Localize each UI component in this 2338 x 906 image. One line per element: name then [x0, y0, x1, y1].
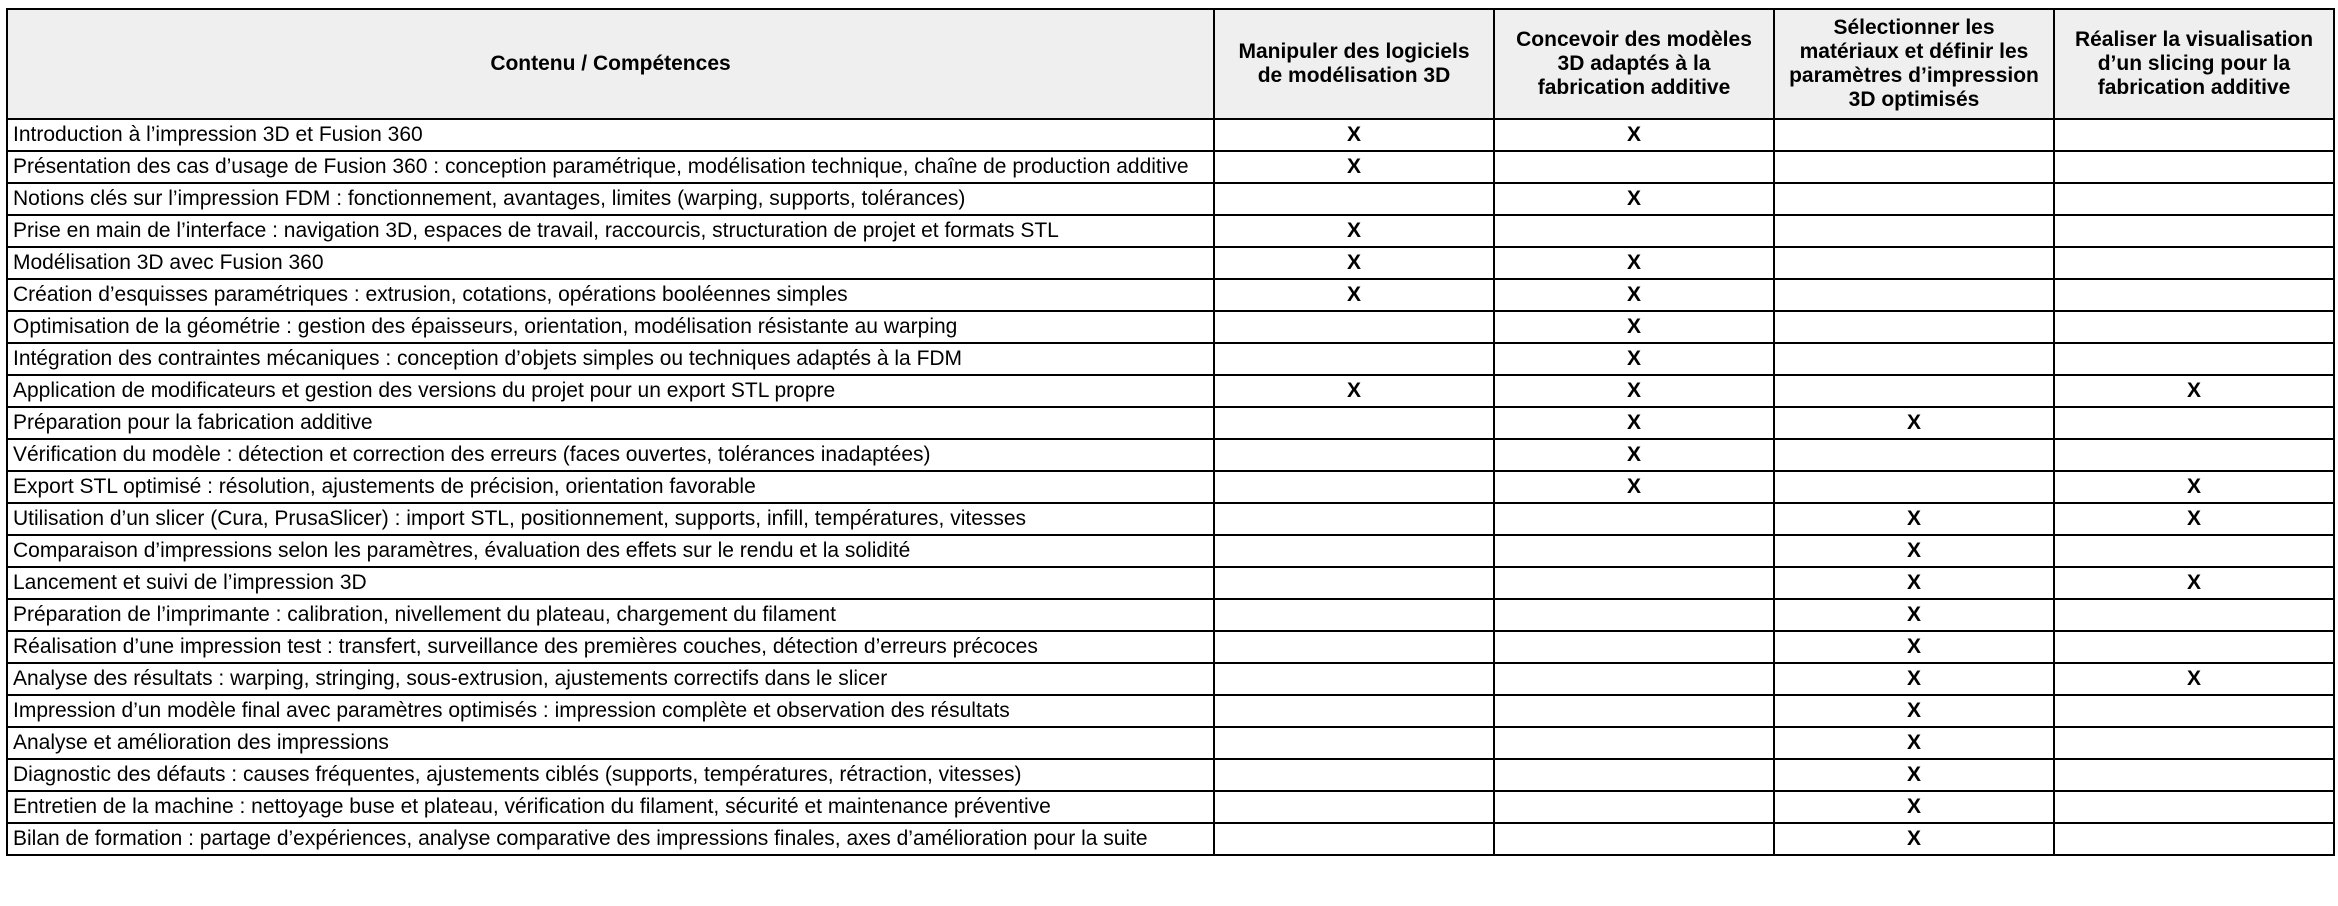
table-row — [7, 215, 2334, 247]
competence-4-mark-cell — [2054, 215, 2334, 247]
row-content-cell: Utilisation d’un slicer (Cura, PrusaSlicer) : import STL, positionnement, supports, infill, températures, vitesses — [7, 503, 1214, 535]
competence-4-mark-cell — [2054, 311, 2334, 343]
competence-2-mark-cell — [1494, 535, 1774, 567]
row-content-cell: Diagnostic des défauts : causes fréquentes, ajustements ciblés (supports, températures, rétraction, vitesses) — [7, 759, 1214, 791]
competence-2-mark-cell: X — [1494, 183, 1774, 215]
table-row — [7, 279, 2334, 311]
table-row — [7, 759, 2334, 791]
header-competence-1: Manipuler des logiciels de modélisation 3D — [1214, 9, 1494, 119]
competence-1-mark-cell — [1214, 535, 1494, 567]
row-content-cell: Notions clés sur l’impression FDM : fonctionnement, avantages, limites (warping, supports, tolérances) — [7, 183, 1214, 215]
competence-3-mark-cell: X — [1774, 599, 2054, 631]
header-content: Contenu / Compétences — [7, 9, 1214, 119]
competence-3-mark-cell — [1774, 343, 2054, 375]
competence-1-mark-cell — [1214, 791, 1494, 823]
competence-3-mark-cell: X — [1774, 503, 2054, 535]
competence-2-mark-cell: X — [1494, 279, 1774, 311]
table-row — [7, 535, 2334, 567]
competence-2-mark-cell: X — [1494, 407, 1774, 439]
competence-1-mark-cell — [1214, 759, 1494, 791]
competence-1-mark-cell — [1214, 567, 1494, 599]
row-content-cell: Comparaison d’impressions selon les paramètres, évaluation des effets sur le rendu et la solidité — [7, 535, 1214, 567]
competence-1-mark-cell — [1214, 631, 1494, 663]
competence-2-mark-cell — [1494, 823, 1774, 855]
row-content-cell: Création d’esquisses paramétriques : extrusion, cotations, opérations booléennes simples — [7, 279, 1214, 311]
competence-3-mark-cell — [1774, 279, 2054, 311]
table-row — [7, 727, 2334, 759]
competence-4-mark-cell — [2054, 439, 2334, 471]
table-row — [7, 311, 2334, 343]
competence-2-mark-cell: X — [1494, 119, 1774, 151]
table-header — [7, 9, 2334, 119]
row-content-cell: Préparation de l’imprimante : calibration, nivellement du plateau, chargement du filament — [7, 599, 1214, 631]
row-content-cell: Vérification du modèle : détection et correction des erreurs (faces ouvertes, tolérances inadaptées) — [7, 439, 1214, 471]
table-row — [7, 599, 2334, 631]
competence-3-mark-cell — [1774, 215, 2054, 247]
competence-4-mark-cell: X — [2054, 503, 2334, 535]
table-row — [7, 471, 2334, 503]
competence-4-mark-cell: X — [2054, 375, 2334, 407]
table-body — [7, 119, 2334, 855]
competence-2-mark-cell — [1494, 727, 1774, 759]
competence-3-mark-cell — [1774, 151, 2054, 183]
competence-2-mark-cell: X — [1494, 247, 1774, 279]
competence-4-mark-cell: X — [2054, 471, 2334, 503]
competence-3-mark-cell — [1774, 311, 2054, 343]
competence-2-mark-cell — [1494, 215, 1774, 247]
competences-table — [6, 8, 2335, 856]
table-row — [7, 823, 2334, 855]
competence-3-mark-cell — [1774, 375, 2054, 407]
competence-2-mark-cell — [1494, 663, 1774, 695]
row-content-cell: Analyse des résultats : warping, stringing, sous-extrusion, ajustements correctifs dans le slicer — [7, 663, 1214, 695]
competence-3-mark-cell — [1774, 183, 2054, 215]
competence-1-mark-cell — [1214, 471, 1494, 503]
table-row — [7, 631, 2334, 663]
competence-4-mark-cell — [2054, 599, 2334, 631]
competence-3-mark-cell: X — [1774, 663, 2054, 695]
row-content-cell: Application de modificateurs et gestion des versions du projet pour un export STL propre — [7, 375, 1214, 407]
table-row — [7, 567, 2334, 599]
header-competence-4: Réaliser la visualisation d’un slicing pour la fabrication additive — [2054, 9, 2334, 119]
competence-3-mark-cell: X — [1774, 695, 2054, 727]
table-row — [7, 407, 2334, 439]
competence-3-mark-cell: X — [1774, 791, 2054, 823]
competence-3-mark-cell — [1774, 471, 2054, 503]
competence-2-mark-cell — [1494, 695, 1774, 727]
table-row — [7, 439, 2334, 471]
competence-2-mark-cell: X — [1494, 343, 1774, 375]
competence-3-mark-cell — [1774, 439, 2054, 471]
competence-4-mark-cell — [2054, 791, 2334, 823]
competence-3-mark-cell: X — [1774, 727, 2054, 759]
competence-2-mark-cell — [1494, 791, 1774, 823]
row-content-cell: Optimisation de la géométrie : gestion des épaisseurs, orientation, modélisation résistante au warping — [7, 311, 1214, 343]
row-content-cell: Analyse et amélioration des impressions — [7, 727, 1214, 759]
competence-2-mark-cell — [1494, 567, 1774, 599]
competence-2-mark-cell — [1494, 503, 1774, 535]
table-row — [7, 247, 2334, 279]
table-row — [7, 695, 2334, 727]
row-content-cell: Bilan de formation : partage d’expériences, analyse comparative des impressions finales, axes d’amélioration pour la suite — [7, 823, 1214, 855]
table-row — [7, 183, 2334, 215]
competence-1-mark-cell — [1214, 183, 1494, 215]
competence-1-mark-cell — [1214, 503, 1494, 535]
competence-4-mark-cell — [2054, 695, 2334, 727]
competence-2-mark-cell: X — [1494, 471, 1774, 503]
row-content-cell: Réalisation d’une impression test : transfert, surveillance des premières couches, détection d’erreurs précoces — [7, 631, 1214, 663]
competence-3-mark-cell: X — [1774, 535, 2054, 567]
competence-2-mark-cell — [1494, 759, 1774, 791]
competence-2-mark-cell: X — [1494, 439, 1774, 471]
table-row — [7, 663, 2334, 695]
competence-1-mark-cell: X — [1214, 375, 1494, 407]
competence-1-mark-cell — [1214, 407, 1494, 439]
competence-2-mark-cell — [1494, 151, 1774, 183]
competence-3-mark-cell: X — [1774, 823, 2054, 855]
header-competence-2: Concevoir des modèles 3D adaptés à la fabrication additive — [1494, 9, 1774, 119]
competence-4-mark-cell — [2054, 247, 2334, 279]
row-content-cell: Présentation des cas d’usage de Fusion 360 : conception paramétrique, modélisation technique, chaîne de production additive — [7, 151, 1214, 183]
competence-2-mark-cell: X — [1494, 375, 1774, 407]
table-row — [7, 343, 2334, 375]
document-page — [6, 8, 2335, 856]
competence-4-mark-cell — [2054, 631, 2334, 663]
competence-2-mark-cell: X — [1494, 311, 1774, 343]
competence-4-mark-cell — [2054, 343, 2334, 375]
competence-4-mark-cell — [2054, 759, 2334, 791]
competence-1-mark-cell — [1214, 599, 1494, 631]
competence-4-mark-cell — [2054, 279, 2334, 311]
competence-1-mark-cell — [1214, 343, 1494, 375]
header-competence-3: Sélectionner les matériaux et définir les paramètres d’impression 3D optimisés — [1774, 9, 2054, 119]
competence-1-mark-cell — [1214, 439, 1494, 471]
competence-2-mark-cell — [1494, 631, 1774, 663]
competence-3-mark-cell: X — [1774, 407, 2054, 439]
row-content-cell: Impression d’un modèle final avec paramètres optimisés : impression complète et observation des résultats — [7, 695, 1214, 727]
competence-1-mark-cell: X — [1214, 215, 1494, 247]
competence-1-mark-cell: X — [1214, 279, 1494, 311]
row-content-cell: Entretien de la machine : nettoyage buse et plateau, vérification du filament, sécurité et maintenance préventive — [7, 791, 1214, 823]
table-row — [7, 375, 2334, 407]
row-content-cell: Préparation pour la fabrication additive — [7, 407, 1214, 439]
row-content-cell: Introduction à l’impression 3D et Fusion 360 — [7, 119, 1214, 151]
competence-1-mark-cell — [1214, 695, 1494, 727]
competence-3-mark-cell: X — [1774, 759, 2054, 791]
row-content-cell: Export STL optimisé : résolution, ajustements de précision, orientation favorable — [7, 471, 1214, 503]
row-content-cell: Lancement et suivi de l’impression 3D — [7, 567, 1214, 599]
competence-1-mark-cell — [1214, 823, 1494, 855]
competence-1-mark-cell — [1214, 663, 1494, 695]
row-content-cell: Intégration des contraintes mécaniques : conception d’objets simples ou techniques adaptés à la FDM — [7, 343, 1214, 375]
row-content-cell: Prise en main de l’interface : navigation 3D, espaces de travail, raccourcis, structuration de projet et formats STL — [7, 215, 1214, 247]
competence-1-mark-cell: X — [1214, 247, 1494, 279]
row-content-cell: Modélisation 3D avec Fusion 360 — [7, 247, 1214, 279]
competence-4-mark-cell — [2054, 407, 2334, 439]
competence-1-mark-cell: X — [1214, 119, 1494, 151]
competence-3-mark-cell — [1774, 247, 2054, 279]
competence-4-mark-cell — [2054, 535, 2334, 567]
competence-3-mark-cell — [1774, 119, 2054, 151]
competence-4-mark-cell — [2054, 119, 2334, 151]
competence-4-mark-cell — [2054, 727, 2334, 759]
competence-2-mark-cell — [1494, 599, 1774, 631]
competence-1-mark-cell — [1214, 311, 1494, 343]
competence-1-mark-cell: X — [1214, 151, 1494, 183]
competence-3-mark-cell: X — [1774, 631, 2054, 663]
competence-4-mark-cell — [2054, 823, 2334, 855]
competence-4-mark-cell — [2054, 183, 2334, 215]
competence-4-mark-cell: X — [2054, 663, 2334, 695]
table-row — [7, 119, 2334, 151]
table-row — [7, 151, 2334, 183]
competence-4-mark-cell — [2054, 151, 2334, 183]
table-row — [7, 503, 2334, 535]
header-row — [7, 9, 2334, 119]
competence-4-mark-cell: X — [2054, 567, 2334, 599]
competence-1-mark-cell — [1214, 727, 1494, 759]
competence-3-mark-cell: X — [1774, 567, 2054, 599]
table-row — [7, 791, 2334, 823]
